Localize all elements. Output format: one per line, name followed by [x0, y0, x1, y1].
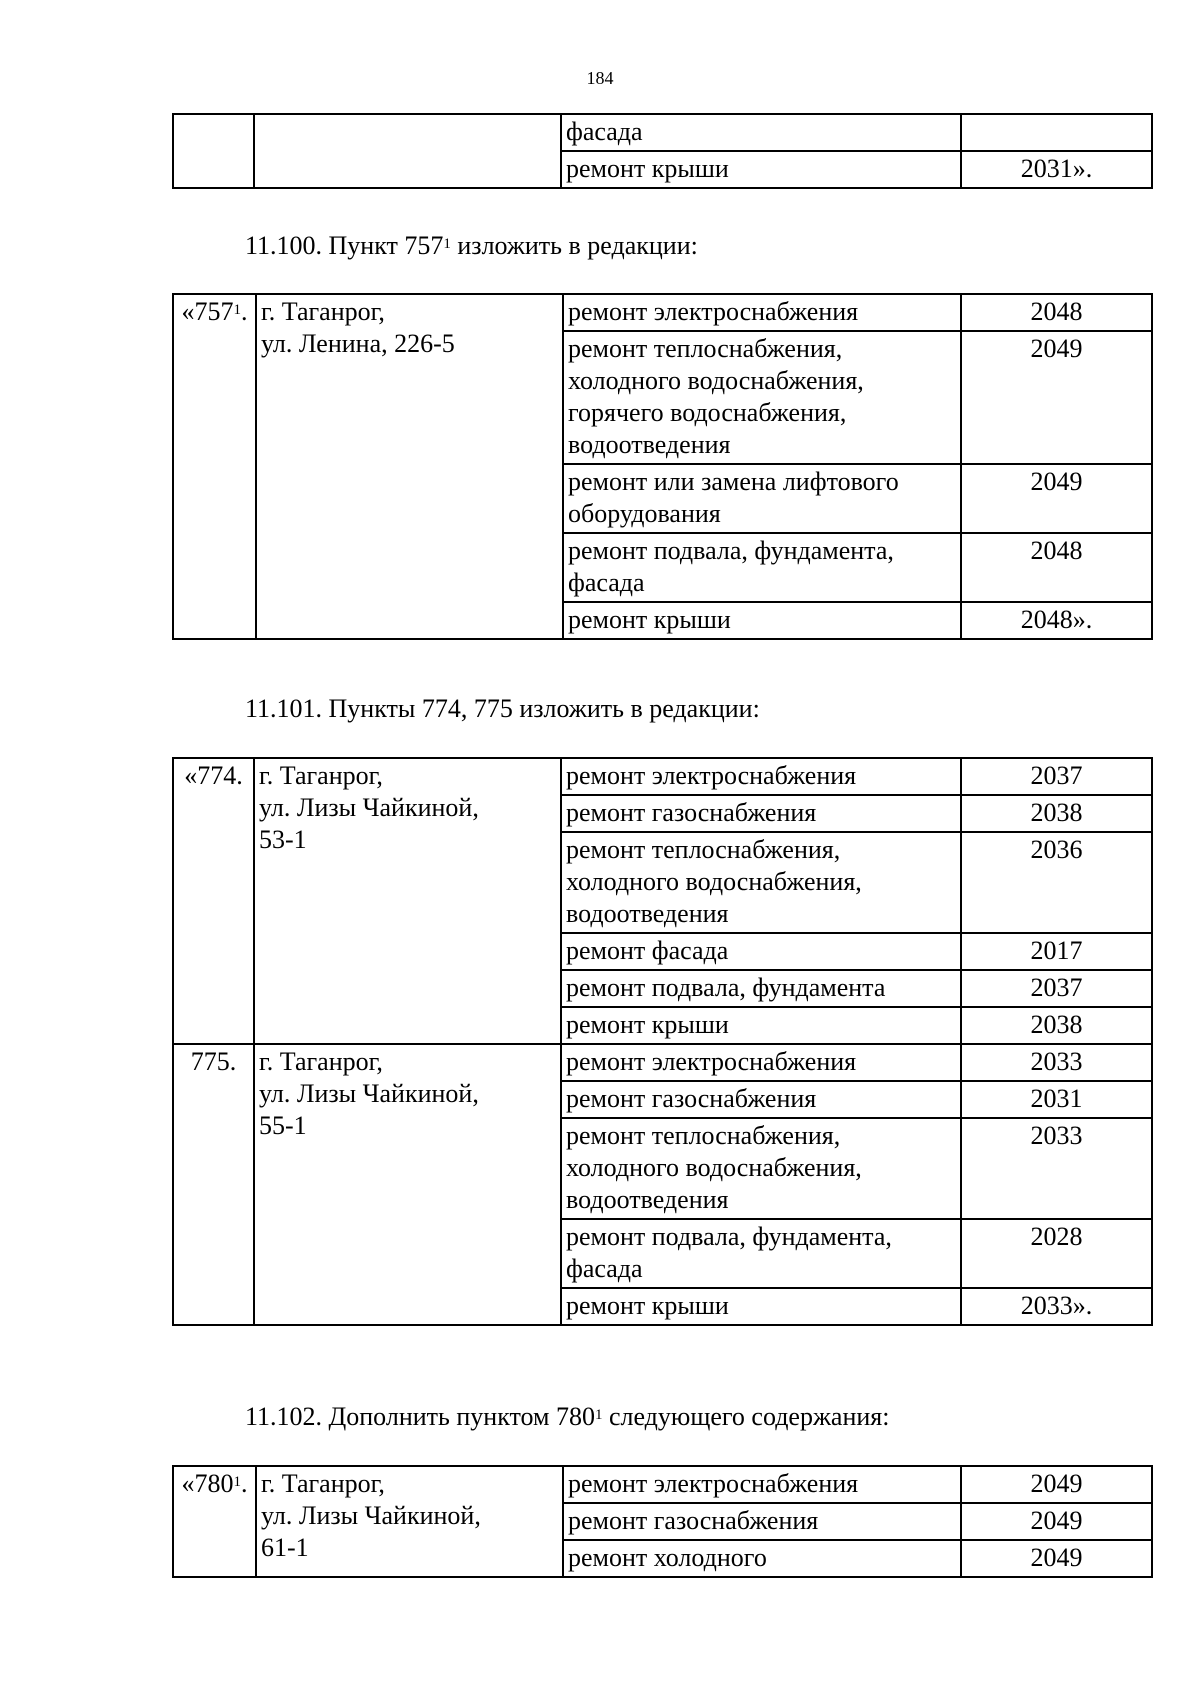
address-cell — [254, 114, 561, 188]
year-cell: 2049 — [961, 464, 1152, 533]
year-cell: 2033 — [961, 1118, 1152, 1219]
year-cell: 2031 — [961, 1081, 1152, 1118]
work-type-cell: ремонт крыши — [561, 151, 961, 188]
work-type-cell: ремонт подвала, фундамента — [561, 970, 961, 1007]
work-type-cell: ремонт крыши — [563, 602, 961, 639]
work-type-cell: ремонт или замена лифтового оборудования — [563, 464, 961, 533]
paragraph-text: 11.102. Дополнить пунктом 780 — [245, 1402, 595, 1431]
work-type-cell: ремонт электроснабжения — [561, 1044, 961, 1081]
address-cell — [256, 1466, 563, 1577]
year-cell: 2049 — [961, 1503, 1152, 1540]
address-line: ул. Лизы Чайкиной, — [259, 793, 479, 822]
work-type-cell: ремонт теплоснабжения, холодного водоснабжения, водоотведения — [561, 1118, 961, 1219]
work-type-cell: ремонт подвала, фундамента, фасада — [561, 1219, 961, 1288]
work-type-cell: ремонт теплоснабжения, холодного водоснабжения, горячего водоснабжения, водоотведения — [563, 331, 961, 464]
table-row — [173, 758, 1152, 795]
address-cell — [254, 758, 561, 1044]
year-cell: 2048». — [961, 602, 1152, 639]
address-cell — [254, 1044, 561, 1325]
address-line: г. Таганрог, — [259, 1047, 383, 1076]
paragraph-11-101: 11.101. Пункты 774, 775 изложить в редакции: — [245, 694, 760, 723]
work-type-cell: ремонт подвала, фундамента, фасада — [563, 533, 961, 602]
item-number-tail: . — [241, 1469, 248, 1498]
item-number-cell — [173, 294, 256, 639]
work-type-cell: ремонт теплоснабжения, холодного водоснабжения, водоотведения — [561, 832, 961, 933]
address-line: ул. Лизы Чайкиной, — [259, 1079, 479, 1108]
address-line: 53-1 — [259, 825, 307, 854]
work-type-cell: ремонт газоснабжения — [561, 795, 961, 832]
work-type-cell: ремонт крыши — [561, 1007, 961, 1044]
superscript: 1 — [233, 302, 241, 318]
year-cell: 2048 — [961, 294, 1152, 331]
superscript: 1 — [443, 236, 451, 252]
superscript: 1 — [594, 1407, 603, 1423]
work-type-cell: ремонт фасада — [561, 933, 961, 970]
work-type-cell: ремонт электроснабжения — [563, 1466, 961, 1503]
address-line: ул. Лизы Чайкиной, — [261, 1501, 481, 1530]
page-number: 184 — [586, 68, 614, 88]
work-type-cell: ремонт холодного — [563, 1540, 961, 1577]
table-row — [173, 114, 1152, 151]
address-line: г. Таганрог, — [259, 761, 383, 790]
table-item-757-1 — [172, 293, 1153, 640]
table-row — [173, 1044, 1152, 1081]
year-cell — [961, 114, 1152, 151]
year-cell: 2037 — [961, 758, 1152, 795]
item-number: «757 — [181, 297, 234, 326]
year-cell: 2037 — [961, 970, 1152, 1007]
address-line: 61-1 — [261, 1533, 309, 1562]
superscript: 1 — [233, 1474, 241, 1490]
item-number-cell: 775. — [173, 1044, 254, 1325]
paragraph-11-100 — [245, 230, 698, 262]
year-cell: 2038 — [961, 795, 1152, 832]
item-number-tail: . — [241, 297, 248, 326]
work-type-cell: ремонт газоснабжения — [563, 1503, 961, 1540]
work-type-cell: фасада — [561, 114, 961, 151]
work-type-cell: ремонт электроснабжения — [563, 294, 961, 331]
year-cell: 2031». — [961, 151, 1152, 188]
work-type-cell: ремонт крыши — [561, 1288, 961, 1325]
year-cell: 2038 — [961, 1007, 1152, 1044]
item-number-cell: «774. — [173, 758, 254, 1044]
item-number: «780 — [181, 1469, 234, 1498]
address-line: г. Таганрог, — [261, 1469, 385, 1498]
address-line: г. Таганрог, — [261, 297, 385, 326]
table-item-780-1 — [172, 1465, 1153, 1578]
year-cell: 2033 — [961, 1044, 1152, 1081]
work-type-cell: ремонт электроснабжения — [561, 758, 961, 795]
paragraph-11-102 — [245, 1401, 889, 1433]
year-cell: 2028 — [961, 1219, 1152, 1288]
table-row — [173, 294, 1152, 331]
table-row — [173, 1466, 1152, 1503]
item-number-cell — [173, 1466, 256, 1577]
address-cell — [256, 294, 563, 639]
paragraph-text: следующего содержания: — [602, 1402, 890, 1431]
year-cell: 2048 — [961, 533, 1152, 602]
year-cell: 2049 — [961, 1466, 1152, 1503]
continuation-table — [172, 113, 1153, 189]
year-cell: 2049 — [961, 1540, 1152, 1577]
year-cell: 2036 — [961, 832, 1152, 933]
year-cell: 2017 — [961, 933, 1152, 970]
year-cell: 2033». — [961, 1288, 1152, 1325]
address-line: 55-1 — [259, 1111, 307, 1140]
paragraph-text: изложить в редакции: — [450, 231, 698, 260]
table-items-774-775 — [172, 757, 1153, 1326]
address-line: ул. Ленина, 226-5 — [261, 329, 455, 358]
paragraph-text: 11.100. Пункт 757 — [245, 231, 444, 260]
year-cell: 2049 — [961, 331, 1152, 464]
work-type-cell: ремонт газоснабжения — [561, 1081, 961, 1118]
item-number-cell — [173, 114, 254, 188]
